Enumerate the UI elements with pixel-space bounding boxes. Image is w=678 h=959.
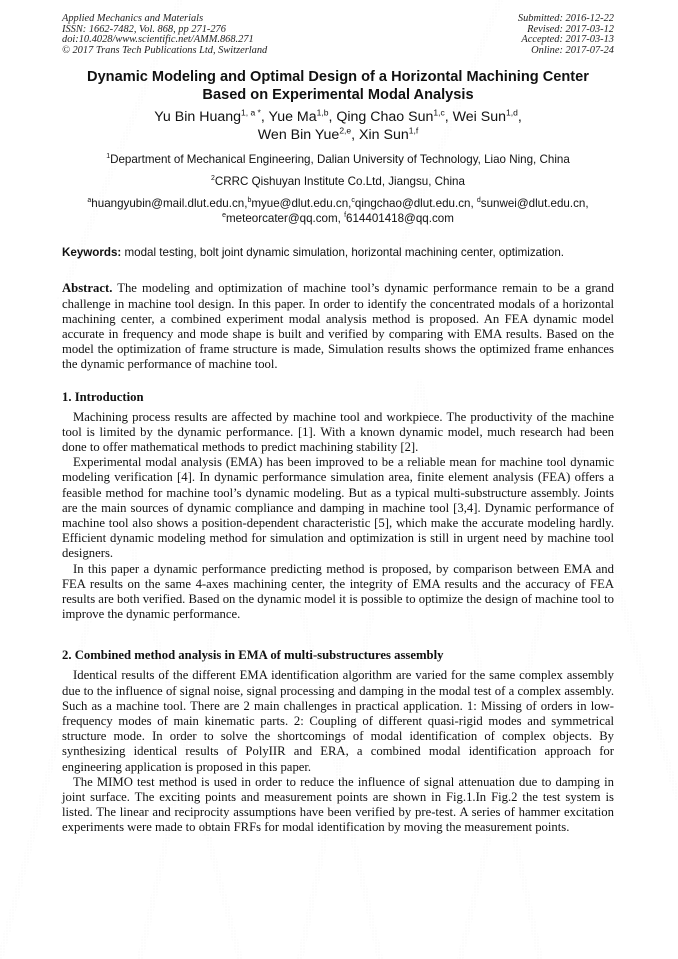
title-line-1: Dynamic Modeling and Optimal Design of a Horizontal Machining Center [87, 69, 589, 86]
section-heading-combined-method: 2. Combined method analysis in EMA of multi-substructures assembly [62, 648, 444, 663]
paragraph: Identical results of the different EMA identification algorithm are varied for the same complex assembly due to the influence of signal noise, signal processing and damping in the modal test of a complex assembly. Such as a machine tool. There are 2 main challenges in practical application. 1: Missing of orders in low-frequency modes of main kinematic parts. 2: Coupling of different quasi-rigid modes and symmetrical structure mode. In order to solve the shortcomings of modal identification of complex objects. By synthesizing identical results of PolyIIR and ERA, a combined modal identification approach for engineering application is proposed in this paper. [62, 668, 614, 774]
email-link[interactable]: meteorcater@qq.com, [226, 211, 345, 225]
author-separator: , [260, 109, 269, 126]
keywords-text: modal testing, bolt joint dynamic simulation, horizontal machining center, optimization. [121, 246, 565, 260]
author-affil-sup: 1, a * [241, 107, 261, 118]
author-name: Yu Bin Huang [154, 109, 242, 126]
author-list [62, 108, 614, 144]
email-link[interactable]: qingchao@dlut.edu.cn, [354, 197, 477, 211]
paper-page [62, 14, 614, 836]
journal-info [62, 14, 267, 56]
date-online: Online: 2017-07-24 [531, 44, 614, 56]
submission-dates [518, 14, 614, 56]
author-name: Xin Sun [359, 127, 409, 144]
email-sup: a [87, 197, 92, 205]
author-separator: , [444, 109, 453, 126]
author-line-2 [62, 126, 614, 144]
author-emails [62, 197, 614, 226]
author-separator: , [351, 127, 360, 144]
author-line-1 [62, 108, 614, 126]
email-link[interactable]: sunwei@dlut.edu.cn, [480, 197, 589, 211]
author-name: Wei Sun [452, 109, 506, 126]
section-body-introduction [62, 410, 614, 623]
author-affil-sup: 1,c [433, 107, 445, 118]
affiliation-sup: 1 [106, 153, 111, 161]
journal-copyright: © 2017 Trans Tech Publications Ltd, Switzerland [62, 44, 268, 56]
author-name: Qing Chao Sun [336, 109, 434, 126]
journal-doi: doi:10.4028/www.scientific.net/AMM.868.271 [62, 34, 254, 46]
affiliation-1 [62, 153, 614, 166]
journal-issn: ISSN: 1662-7482, Vol. 868, pp 271-276 [62, 23, 226, 35]
author-affil-sup: 1,f [408, 125, 419, 136]
author-name: Wen Bin Yue [257, 127, 340, 144]
email-link[interactable]: myue@dlut.edu.cn, [251, 197, 352, 211]
author-name: Yue Ma [268, 109, 317, 126]
abstract-text: The modeling and optimization of machine tool’s dynamic performance remain to be a grand challenge in machine tool design. In this paper. In order to identify the concentrated modals of a horizontal machining center, a combined experiment modal analysis method is proposed. An FEA dynamic model accurate in frequency and mode shape is built and verified by comparing with EMA results. Based on the model the optimization of frame structure is made, Simulation results shows the optimized frame enhances the dynamic performance of machine tool. [62, 281, 614, 372]
email-sup: d [476, 197, 481, 205]
journal-header [62, 14, 614, 56]
section-heading-introduction: 1. Introduction [62, 389, 144, 404]
paper-title [62, 69, 614, 104]
email-link[interactable]: 614401418@qq.com [346, 211, 454, 225]
email-sup: f [344, 212, 347, 220]
section-body-combined-method [62, 668, 614, 835]
affiliation-2 [62, 175, 614, 188]
author-separator: , [328, 109, 337, 126]
affiliation-text: CRRC Qishuyan Institute Co.Ltd, Jiangsu, China [214, 175, 465, 189]
date-submitted: Submitted: 2016-12-22 [517, 13, 614, 24]
paragraph: Experimental modal analysis (EMA) has been improved to be a reliable mean for machine tool dynamic modeling verification [4]. In dynamic performance simulation area, finite element analysis (FEA) offers a feasible method for machine tool’s dynamic modeling. But as a typical multi-substructure assembly. Joints are the main sources of dynamic compliance and damping in machine tool [3,4]. Dynamic performance of machine tool also shows a position-dependent characteristic [5], which make the accurate modeling hardly. Efficient dynamic modeling method for simulation and optimization is still in urgent need by machine tool designers. [62, 455, 614, 561]
abstract-label: Abstract. [62, 281, 113, 296]
author-affil-sup: 1,d [505, 107, 518, 118]
email-sup: c [351, 197, 355, 205]
email-line-1 [62, 197, 614, 212]
email-line-2 [62, 212, 614, 227]
title-line-2: Based on Experimental Modal Analysis [202, 86, 474, 103]
date-accepted: Accepted: 2017-03-13 [521, 34, 614, 46]
affiliation-text: Department of Mechanical Engineering, Dalian University of Technology, Liao Ning, China [110, 153, 570, 167]
author-separator: , [517, 109, 522, 126]
email-sup: b [247, 197, 252, 205]
keywords [62, 246, 614, 260]
affiliation-sup: 2 [211, 175, 215, 183]
email-sup: e [222, 212, 226, 220]
journal-name: Applied Mechanics and Materials [62, 13, 204, 24]
date-revised: Revised: 2017-03-12 [527, 23, 614, 35]
paragraph: The MIMO test method is used in order to reduce the influence of signal attenuation due to damping in joint surface. The exciting points and measurement points are shown in Fig.1.In Fig.2 the test system is listed. The linear and reciprocity assumptions have been verified by pre-test. A series of hammer excitation experiments were made to obtain FRFs for modal identification by moving the measurement points. [62, 774, 614, 835]
paragraph: In this paper a dynamic performance predicting method is proposed, by comparison between EMA and FEA results on the same 4-axes machining center, the integrity of EMA results and the accuracy of FEA results are both verified. Based on the dynamic model it is possible to optimize the design of machine tool to improve the dynamic performance. [62, 561, 614, 622]
keywords-label: Keywords: [62, 246, 122, 260]
abstract [62, 281, 614, 372]
author-affil-sup: 1,b [316, 107, 329, 118]
author-affil-sup: 2,e [339, 125, 352, 136]
email-link[interactable]: huangyubin@mail.dlut.edu.cn, [91, 197, 248, 211]
paragraph: Machining process results are affected by machine tool and workpiece. The productivity of the machine tool is limited by the dynamic performance. [1]. With a known dynamic model, much research had been done to offer mathematical methods to predict machining stability [2]. [62, 409, 614, 454]
